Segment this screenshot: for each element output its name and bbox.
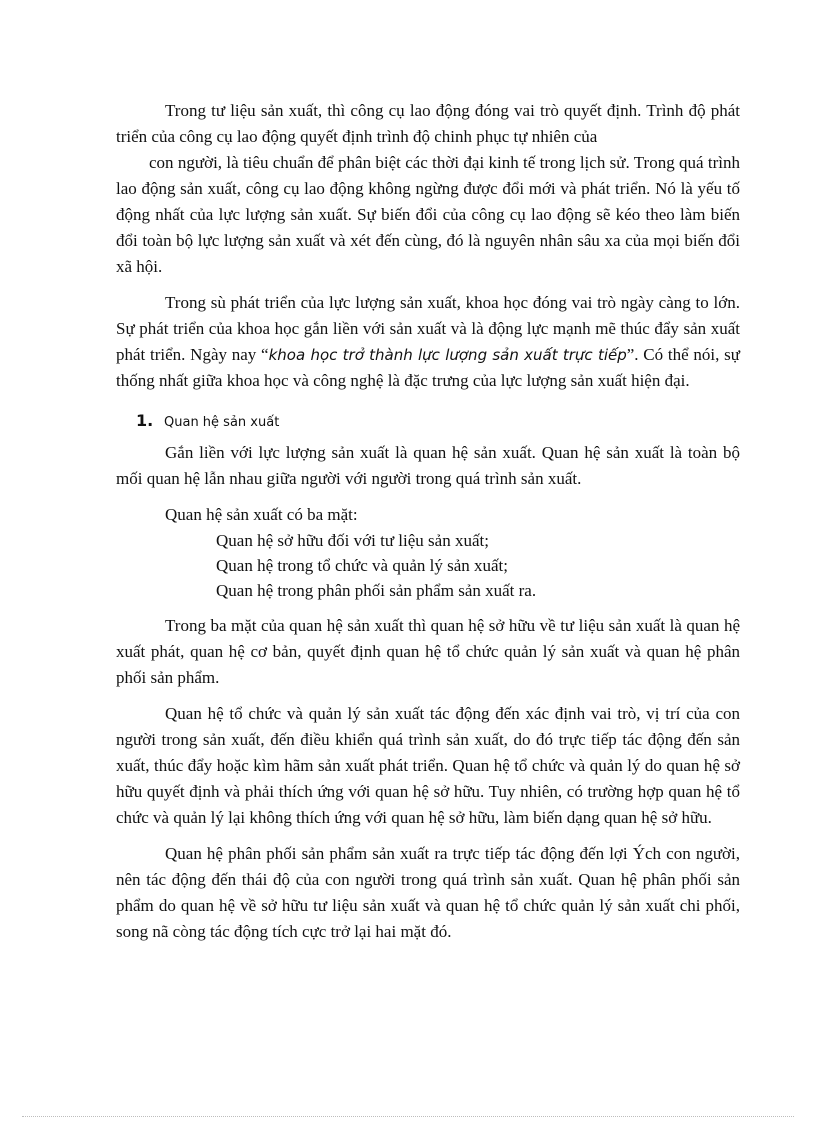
paragraph-production-relations: Gắn liền với lực lượng sản xuất là quan hệ sản xuất. Quan hệ sản xuất là toàn bộ mối quan hệ lẫn nhau giữa người với người trong quá trình sản xuất. (116, 443, 740, 488)
page-body (116, 98, 740, 945)
paragraph-science (116, 290, 740, 394)
section-heading-number: 1. (136, 411, 154, 430)
aspect-item-ownership: Quan hệ sở hữu đối với tư liệu sản xuất; (216, 531, 489, 550)
paragraph-labor-tools-tail: Trong quá trình lao động sản xuất, công cụ lao động không ngừng được đổi mới và phát triển. Nó là yếu tố động nhất của lực lượng sản xuất. Sự biến đổi của công cụ lao động sẽ kéo theo làm biến đổi toàn bộ lực lượng sản xuất và xét đến cùng, đó là nguyên nhân sâu xa của mọi biến đổi xã hội. (116, 153, 740, 276)
aspects-list (116, 528, 740, 603)
section-heading (136, 408, 740, 436)
section-heading-title: Quan hệ sản xuất (164, 415, 280, 430)
paragraph-labor-tools-line2: con người, là tiêu chuẩn để phân biệt các thời đại kinh tế trong lịch sử. (149, 153, 630, 172)
page-bottom-divider (22, 1116, 794, 1117)
paragraph-ownership-role: Trong ba mặt của quan hệ sản xuất thì quan hệ sở hữu về tư liệu sản xuất là quan hệ xuất phát, quan hệ cơ bản, quyết định quan hệ tổ chức quản lý sản xuất và quan hệ phân phối sản phẩm. (116, 616, 740, 687)
paragraph-labor-tools (116, 98, 740, 280)
paragraph-science-quote: khoa học trở thành lực lượng sản xuất trực tiếp (268, 346, 627, 364)
paragraph-science-start: Trong sù phát triển của lực lượng sản xuất, khoa học đóng vai trò ngày càng to lớn. Sự phát triển của khoa học gắn liền với sản xuất và là động lực mạnh mẽ thúc đẩy sản xuất phát triển. Ngày nay “ (116, 293, 740, 364)
aspect-item-distribution: Quan hệ trong phân phối sản phẩm sản xuất ra. (216, 581, 537, 600)
paragraph-distribution-role: Quan hệ phân phối sản phẩm sản xuất ra trực tiếp tác động đến lợi Ých con người, nên tác động đến thái độ của con người trong quá trình sản xuất. Quan hệ phân phối sản phẩm do quan hệ về sở hữu tư liệu sản xuất và quan hệ tổ chức quản lý sản xuất chi phối, song nã còng tác động tích cực trở lại hai mặt đó. (116, 844, 740, 941)
paragraph-three-aspects-intro: Quan hệ sản xuất có ba mặt: (165, 505, 358, 524)
paragraph-science-end: ”. Có thể nói, sự thống nhất giữa khoa học và công nghệ là đặc trưng của lực lượng sản xuất hiện đại. (116, 345, 740, 390)
paragraph-labor-tools-line1: Trong tư liệu sản xuất, thì công cụ lao động đóng vai trò quyết định. Trình độ phát triển của công cụ lao động quyết định trình độ chinh phục tự nhiên của (116, 101, 740, 146)
paragraph-management-role: Quan hệ tổ chức và quản lý sản xuất tác động đến xác định vai trò, vị trí của con người trong sản xuất, đến điều khiển quá trình sản xuất, do đó trực tiếp tác động đến sản xuất, thúc đẩy hoặc kìm hãm sản xuất phát triển. Quan hệ tổ chức và quản lý do quan hệ sở hữu quyết định và phải thích ứng với quan hệ sở hữu. Tuy nhiên, có trường hợp quan hệ tổ chức và quản lý lại không thích ứng với quan hệ sở hữu, làm biến dạng quan hệ sở hữu. (116, 704, 740, 827)
aspect-item-management: Quan hệ trong tổ chức và quản lý sản xuất; (216, 556, 508, 575)
